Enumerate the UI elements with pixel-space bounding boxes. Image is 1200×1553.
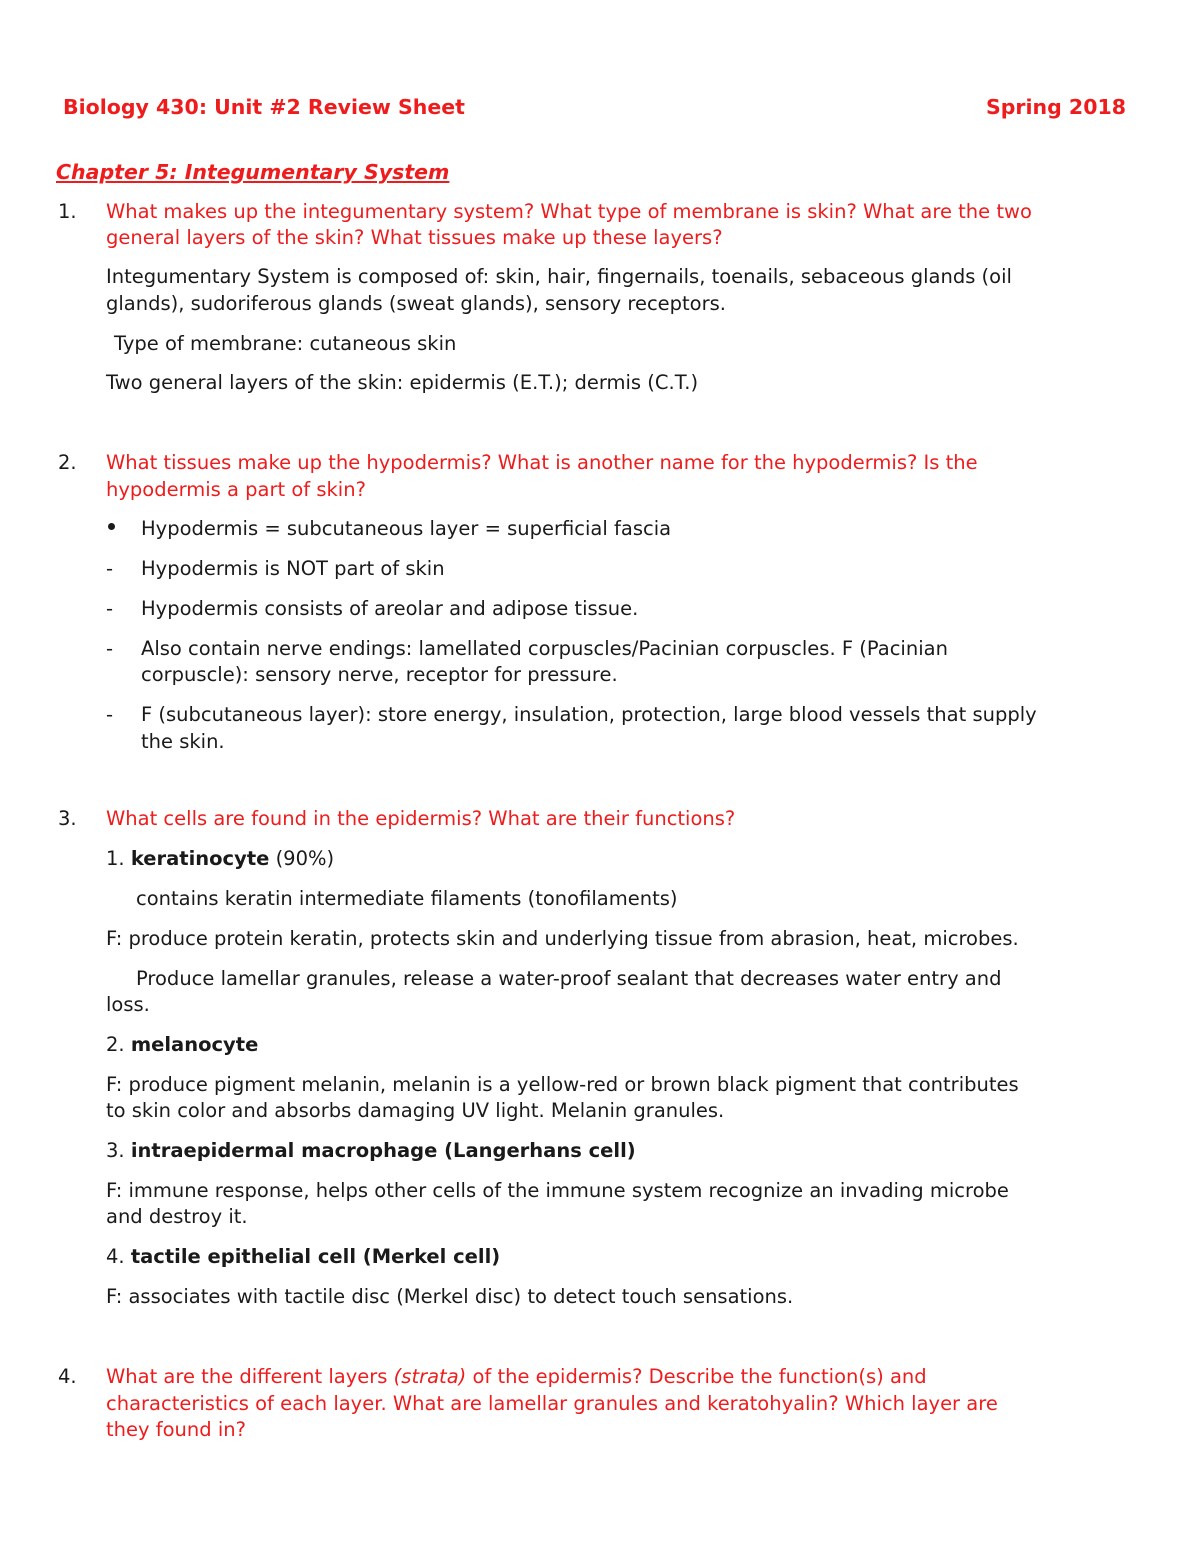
cell-function: F: immune response, helps other cells of the immune system recognize an invading microbe [106,1179,1009,1202]
question-number: 1. [58,200,77,223]
answer-bullet-cont: corpuscle): sensory nerve, receptor for pressure. [141,663,618,686]
question-text-line: general layers of the skin? What tissues make up these layers? [106,226,723,249]
cell-function: F: produce pigment melanin, melanin is a yellow-red or brown black pigment that contributes [106,1073,1019,1096]
question-text-line: What are the different layers (strata) of the epidermis? Describe the function(s) and [106,1365,927,1388]
dash-marker: - [106,703,114,726]
document-term: Spring 2018 [985,95,1126,119]
answer-line: glands), sudoriferous glands (sweat glands), sensory receptors. [106,292,726,315]
question-text-line: they found in? [106,1418,246,1441]
answer-bullet: F (subcutaneous layer): store energy, insulation, protection, large blood vessels that supply [141,703,1037,726]
cell-langerhans: 3. intraepidermal macrophage (Langerhans cell) [106,1139,636,1162]
chapter-heading: Chapter 5: Integumentary System [56,160,450,184]
dash-marker: - [106,637,114,660]
answer-bullet-cont: the skin. [141,730,225,753]
cell-keratinocyte: 1. keratinocyte (90%) [106,847,335,870]
question-text-line: characteristics of each layer. What are lamellar granules and keratohyalin? Which layer are [106,1392,998,1415]
answer-bullet: Hypodermis is NOT part of skin [141,557,445,580]
question-text-line: What tissues make up the hypodermis? What is another name for the hypodermis? Is the [106,451,978,474]
cell-function-cont: and destroy it. [106,1205,248,1228]
question-number: 4. [58,1365,77,1388]
cell-function: F: associates with tactile disc (Merkel disc) to detect touch sensations. [106,1285,794,1308]
answer-line: Type of membrane: cutaneous skin [114,332,457,355]
question-text-line: hypodermis a part of skin? [106,478,366,501]
bullet-icon [108,523,115,530]
cell-function-cont: to skin color and absorbs damaging UV light. Melanin granules. [106,1099,725,1122]
answer-line: Two general layers of the skin: epidermis (E.T.); dermis (C.T.) [106,371,699,394]
answer-line: Integumentary System is composed of: skin, hair, fingernails, toenails, sebaceous glands (oil [106,265,1012,288]
dash-marker: - [106,597,114,620]
cell-function: Produce lamellar granules, release a water-proof sealant that decreases water entry and [136,967,1002,990]
answer-bullet: Also contain nerve endings: lamellated corpuscles/Pacinian corpuscles. F (Pacinian [141,637,948,660]
cell-function: F: produce protein keratin, protects skin and underlying tissue from abrasion, heat, microbes. [106,927,1019,950]
cell-name: melanocyte [130,1033,259,1056]
cell-function-cont: loss. [106,993,150,1016]
question-text-line: What cells are found in the epidermis? What are their functions? [106,807,736,830]
question-number: 3. [58,807,77,830]
cell-name: keratinocyte [130,847,270,870]
answer-bullet: Hypodermis consists of areolar and adipose tissue. [141,597,639,620]
question-text-line: What makes up the integumentary system? What type of membrane is skin? What are the two [106,200,1032,223]
question-number: 2. [58,451,77,474]
answer-bullet: Hypodermis = subcutaneous layer = superficial fascia [141,517,672,540]
cell-name: tactile epithelial cell (Merkel cell) [130,1245,501,1268]
dash-marker: - [106,557,114,580]
cell-description: contains keratin intermediate filaments (tonofilaments) [136,887,678,910]
cell-name: intraepidermal macrophage (Langerhans cell) [130,1139,636,1162]
cell-melanocyte: 2. melanocyte [106,1033,259,1056]
document-title: Biology 430: Unit #2 Review Sheet [63,95,465,119]
cell-merkel: 4. tactile epithelial cell (Merkel cell) [106,1245,501,1268]
